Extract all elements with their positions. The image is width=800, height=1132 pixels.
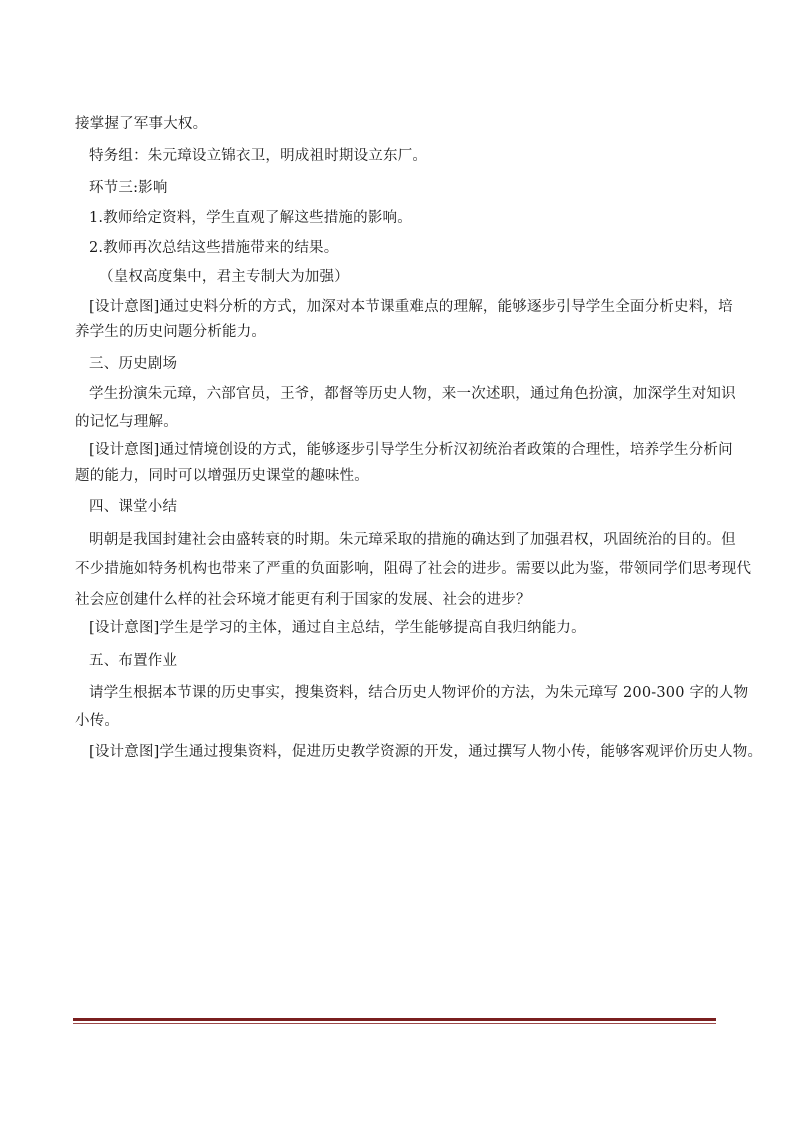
footer-rule-thick [73,1018,716,1021]
section-heading-homework: 五、布置作业 [89,653,178,669]
section-heading-history-theater: 三、历史剧场 [89,356,178,372]
paragraph-secret-police: 特务组：朱元璋设立锦衣卫，明成祖时期设立东厂。 [89,148,428,164]
paragraph-role-play-line-2: 的记忆与理解。 [75,414,178,430]
paragraph-step-1: 1.教师给定资料，学生直观了解这些措施的影响。 [89,210,412,226]
design-intent-3: [设计意图]学生是学习的主体，通过自主总结，学生能够提高自我归纳能力。 [89,620,586,636]
footer-rule-thin [73,1023,716,1024]
design-intent-1-line-2: 养学生的历史问题分析能力。 [75,324,267,340]
paragraph-role-play-line-1: 学生扮演朱元璋，六部官员，王爷，都督等历史人物，来一次述职，通过角色扮演，加深学生对知识 [89,386,736,402]
paragraph-summary-line-1: 明朝是我国封建社会由盛转衰的时期。朱元璋采取的措施的确达到了加强君权，巩固统治的目的。但 [89,532,736,548]
paragraph-homework-line-1: 请学生根据本节课的历史事实，搜集资料，结合历史人物评价的方法，为朱元璋写 200-300 字的人物 [89,685,749,701]
paragraph-conclusion-note: （皇权高度集中，君主专制大为加强） [99,269,349,285]
design-intent-2-line-1: [设计意图]通过情境创设的方式，能够逐步引导学生分析汉初统治者政策的合理性，培养学生分析问 [89,442,733,458]
paragraph-summary-line-2: 不少措施如特务机构也带来了严重的负面影响，阻碍了社会的进步。需要以此为鉴，带领同学们思考现代 [75,561,752,577]
design-intent-2-line-2: 题的能力，同时可以增强历史课堂的趣味性。 [75,468,369,484]
section-heading-impact: 环节三:影响 [89,180,168,196]
paragraph-homework-line-2: 小传。 [75,713,120,729]
design-intent-1-line-1: [设计意图]通过史料分析的方式，加深对本节课重难点的理解，能够逐步引导学生全面分析史料，培 [89,299,733,315]
section-heading-summary: 四、课堂小结 [89,499,178,515]
paragraph-military-power: 接掌握了军事大权。 [75,116,208,132]
paragraph-step-2: 2.教师再次总结这些措施带来的结果。 [89,240,339,256]
design-intent-4: [设计意图]学生通过搜集资料，促进历史教学资源的开发，通过撰写人物小传，能够客观评价历史人物。 [89,744,763,760]
paragraph-summary-line-3: 社会应创建什么样的社会环境才能更有利于国家的发展、社会的进步？ [75,592,531,608]
